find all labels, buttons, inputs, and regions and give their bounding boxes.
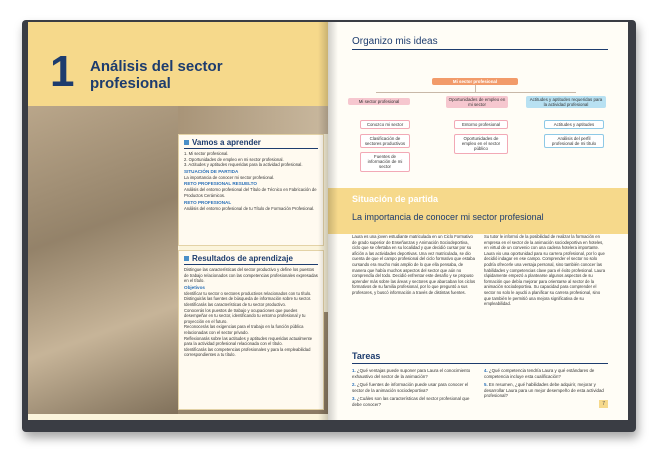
diagram-col1-item: Conozco mi sector [360,120,410,129]
situacion-text: La importancia de conocer mi sector profesional. [184,174,275,180]
reto-text: Análisis del entorno profesional de tu Título de Formación Profesional. [184,205,315,211]
body-column-left: Laura es una joven estudiante matriculada en un Ciclo Formativo de grado superior de Enseñanzas y Animación Sociodeportiva, ciclo que se ofertaba en su localidad y que decidió cursar por su afición a las actividades deportivas. Una vez matriculada, se dio cuenta de que el campo profesional del ciclo formativo que estaba cursando era mucho más amplio de lo que ella pensaba, de manera que había muchos aspectos del sector que aún no comprendía del todo. Decidió enfrentar este desafío y se propuso aprender más sobre las áreas y sectores que abarcaban los ciclos formativos de su familia profesional, por lo que preguntó a sus profesores, y buscó información a través de distintas fuentes. [352,234,476,295]
objetivo-item: Reflexionarás sobre las actitudes y aptitudes requeridas actualmente para la actividad profesional relacionada con el título. [184,335,313,347]
situacion-title: Situación de partida [352,194,439,204]
chapter-photo-top [178,106,328,134]
tarea-item: 2. ¿Qué fuentes de información puede usar para conocer el sector de la animación sociodeportiva? [352,382,469,393]
resultados-intro: Distingue las características del sector productivo y define los puestos de trabajo relacionados con las competencias profesionales expresadas en el título. [184,267,318,284]
diagram-col1-item: Clasificación de sectores productivos [360,134,410,148]
situacion-label: SITUACIÓN DE PARTIDA [184,168,239,174]
right-page [328,22,628,420]
body-column-right: Su tutor le informó de la posibilidad de realizar la formación en empresa en el sector de la animación sociodeportiva en hoteles, en virtud de un convenio con una cadena hotelera importante. Laura vio una oportunidad para su carrera profesional, por lo que decidió indagar en ese campo. Comprender el sector no solo podría ofrecerle una ventaja personal, sino también conocer las habilidades y competencias clave para el éxito profesional. Laura rápidamente empezó a plantearse algunos aspectos de su formación que debía mejorar para orientarse al sector de la animación sociodeportiva. Su capacidad para comprender el sector no solo le ayudó a planificar su carrera profesional, sino que también le permitió una mejora significativa de su empleabilidad. [484,234,606,307]
chapter-number: 1 [50,47,75,96]
objetivos-label: Objetivos [184,284,205,290]
tarea-item: 1. ¿Qué ventajas puede suponer para Laura el conocimiento exhaustivo del sector de la animación? [352,368,471,379]
diagram-col3-item: Análisis del perfil profesional de mi título [544,134,604,148]
objetivo-item: Identificar tu sector o sectores productivos relacionados con tu título. [184,290,312,296]
tareas-title: Tareas [352,351,381,361]
objetivo-item: Identificarás las competencias profesionales y para la empleabilidad correspondientes a tu título. [184,346,311,358]
resultados-heading: Resultados de aprendizaje [184,254,318,265]
diagram-col2-item: Entorno profesional [454,120,508,129]
diagram-col1-item: Fuentes de información de mi sector [360,152,410,172]
book-spine [318,22,338,420]
diagram-col2-item: Oportunidades de empleo en el sector público [454,134,508,154]
tarea-item: 3. ¿Cuáles son las características del sector profesional que debe conocer? [352,396,470,407]
page-number: 7 [599,400,608,408]
diagram-col3-item: Actitudes y aptitudes [544,120,604,129]
organizo-title: Organizo mis ideas [352,36,438,47]
tareas-rule [352,363,608,364]
tarea-item: 4. ¿Qué competencia tendría Laura y qué estándares de competencia incluye esta cualificación? [484,368,595,379]
chapter-photo [28,106,178,414]
reto-resuelto-label: RETO PROFESIONAL RESUELTO [184,181,257,187]
diagram-connector [475,85,476,93]
objetivo-item: Distinguirás las fuentes de búsqueda de información sobre tu sector. [184,296,312,302]
vamos-box [178,134,324,246]
objetivo-item: Identificarás las características de tu sector productivo. [184,301,286,307]
objetivo-item: Reconocerás las exigencias para el trabajo en la función pública relacionadas con el sector privado. [184,324,304,335]
left-page [28,22,328,420]
vamos-item: 2. Oportunidades de empleo en mi sector profesional. [184,156,284,162]
diagram-col3-head: Actitudes y aptitudes requeridas para la actividad profesional [526,96,606,108]
diagram-root: Mi sector profesional [432,78,518,85]
reto-resuelto-text: Análisis del entorno profesional del Título de Técnico en Fabricación de Productos Cerámicos. [184,187,317,198]
chapter-title: Análisis del sector profesional [90,58,223,92]
diagram-col1-head: Mi sector profesional [348,98,410,105]
tarea-item: 5. En resumen, ¿qué habilidades debe adquirir, mejorar y desarrollar Laura para un mejor desempeño de esta actividad profesional? [484,382,604,399]
resultados-box [178,250,324,410]
organizo-rule [352,49,608,50]
diagram-connector [376,92,576,93]
diagram-col2-head: Oportunidades de empleo en mi sector [446,96,508,108]
objetivo-item: Conocerás los puestos de trabajo y ocupaciones que puedes desempeñar en tu sector, identificando tu entorno profesional y tu proyección en el futuro. [184,307,306,324]
vamos-item: 3. Actitudes y aptitudes requeridas para la actividad profesional. [184,162,303,168]
vamos-item: 1. Mi sector profesional. [184,151,229,156]
vamos-heading: Vamos a aprender [184,138,318,149]
importancia-title: La importancia de conocer mi sector profesional [352,212,544,222]
reto-label: RETO PROFESIONAL [184,199,232,205]
